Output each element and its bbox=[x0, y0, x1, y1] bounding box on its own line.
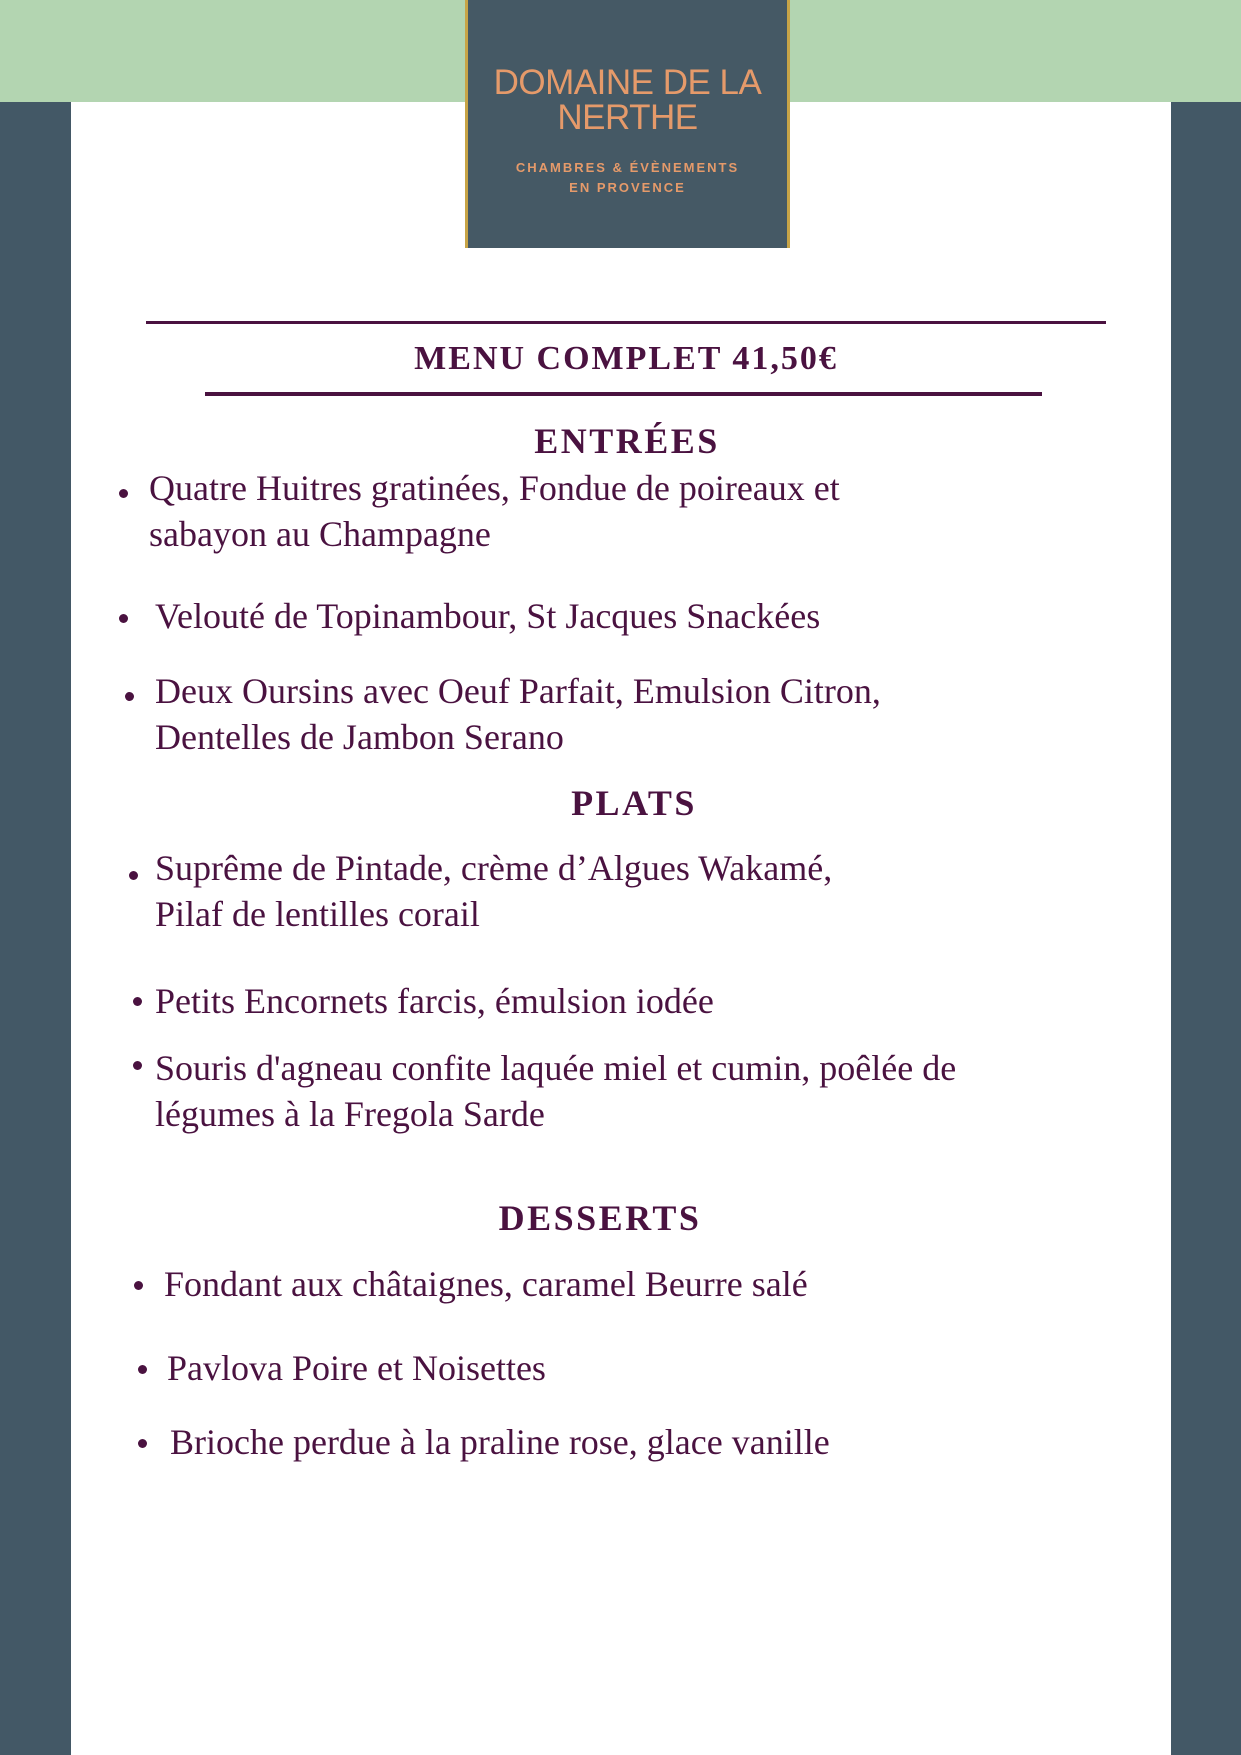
dish-dessert-2 bbox=[167, 1345, 546, 1391]
dish-text: Suprême de Pintade, crème d’Algues Wakamé, Pilaf de lentilles corail bbox=[155, 848, 833, 934]
bullet-icon bbox=[138, 1439, 147, 1448]
dish-text: Velouté de Topinambour, St Jacques Snackées bbox=[155, 596, 821, 636]
dish-text: Fondant aux châtaignes, caramel Beurre salé bbox=[164, 1264, 808, 1304]
dish-entree-3 bbox=[155, 668, 881, 760]
section-title-plats: PLATS bbox=[571, 783, 697, 823]
dish-entree-2 bbox=[155, 593, 820, 639]
dish-text: Souris d'agneau confite laquée miel et cumin, poêlée de légumes à la Fregola Sarde bbox=[155, 1048, 957, 1134]
right-border bbox=[1171, 102, 1241, 1755]
menu-title: MENU COMPLET 41,50€ bbox=[414, 340, 838, 377]
dish-text: Pavlova Poire et Noisettes bbox=[167, 1348, 546, 1388]
title-rule-bottom bbox=[205, 392, 1042, 396]
dish-text: Deux Oursins avec Oeuf Parfait, Emulsion Citron, Dentelles de Jambon Serano bbox=[155, 671, 881, 757]
dish-plat-3 bbox=[155, 1045, 956, 1137]
dish-text: Brioche perdue à la praline rose, glace vanille bbox=[170, 1422, 830, 1462]
dish-dessert-3 bbox=[170, 1419, 830, 1465]
bullet-icon bbox=[138, 1365, 147, 1374]
title-rule-top bbox=[146, 321, 1106, 324]
section-title-desserts: DESSERTS bbox=[498, 1198, 702, 1238]
bullet-icon bbox=[125, 692, 134, 701]
bullet-icon bbox=[133, 997, 142, 1006]
dish-dessert-1 bbox=[164, 1261, 808, 1307]
dish-plat-2 bbox=[155, 978, 714, 1024]
bullet-icon bbox=[129, 871, 138, 880]
bullet-icon bbox=[119, 489, 128, 498]
logo-tagline: CHAMBRES & ÉVÈNEMENTS EN PROVENCE bbox=[515, 160, 740, 195]
bullet-icon bbox=[134, 1281, 143, 1290]
dish-text: Petits Encornets farcis, émulsion iodée bbox=[155, 981, 714, 1021]
logo-name: DOMAINE DE LA NERTHE bbox=[493, 63, 762, 137]
dish-text: Quatre Huitres gratinées, Fondue de poireaux et sabayon au Champagne bbox=[149, 468, 840, 554]
dish-entree-1 bbox=[149, 465, 840, 557]
left-border bbox=[0, 102, 71, 1755]
bullet-icon bbox=[133, 1061, 142, 1070]
bullet-icon bbox=[119, 614, 128, 623]
logo bbox=[465, 0, 790, 248]
dish-plat-1 bbox=[155, 845, 832, 937]
section-title-entrees: ENTRÉES bbox=[534, 421, 720, 461]
